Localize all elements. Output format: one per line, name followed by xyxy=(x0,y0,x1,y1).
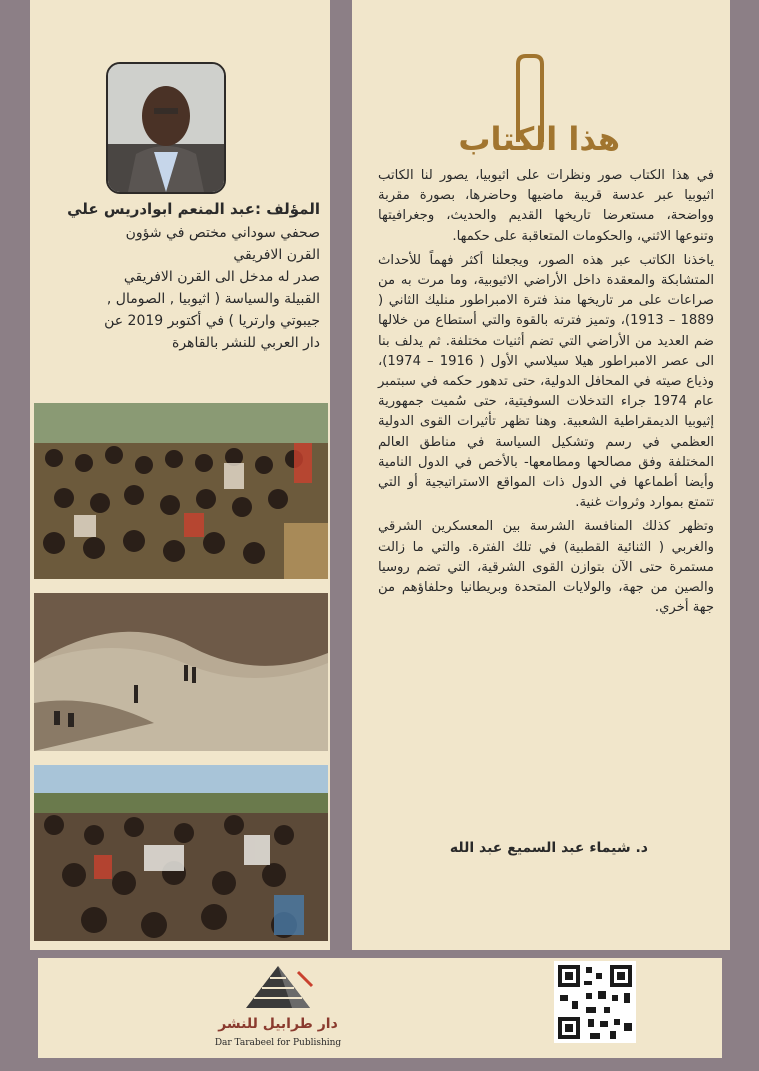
description-paragraph: وتظهر كذلك المنافسة الشرسة بين المعسكرين الشرقي والغربي ( الثنائية القطبية) في تلك الفترة. والتي ما زالت مستمرة حتى الآن بتوازن القوى الشرقية، التي تضم روسيا والصين من جهة، والولايات المتحدة وبريطانيا وحلفاؤهم من جهة أخري. xyxy=(378,519,714,616)
author-line: صحفي سوداني مختص في شؤون xyxy=(125,225,320,241)
crowd-photo xyxy=(34,403,328,579)
right-panel xyxy=(352,0,730,950)
publisher-name-en: Dar Tarabeel for Publishing xyxy=(214,1038,342,1048)
author-line: جيبوتي وارتريا ) في أكتوبر 2019 عن xyxy=(104,313,320,329)
book-description xyxy=(378,166,714,622)
author-line: صدر له مدخل الى القرن الافريقي xyxy=(123,269,320,285)
publisher-name-ar: دار طرابيل للنشر xyxy=(218,1016,338,1032)
description-paragraph: ياخذنا الكاتب عبر هذه الصور، ويجعلنا أكثر فهماً للأحداث المتشابكة والمعقدة داخل الأراضي الاثيوبية، وما مرت به من صراعات على مر تاريخها منذ فترة الامبراطور منليك الثاني ( 1889 – 1913)، وتميز فترته بالقوة والتي أستطاع من خلالها ضم العديد من الأراضي التي تضم أثنيات مختلفة. ثم يدلف بنا الى عصر الامبراطور هيلا سيلاسي الأول ( 1916 – 1974)، وذياع صيته في المحافل الدولية، حتى تدهور حكمه في سبتمبر عام 1974 جراء التدخلات السوفيتية، حتى سُميت جمهورية إثيوبيا الديمقراطية الشعبية. وهنا تظهر تأثيرات القوى الدولية العظمي في رسم وتشكيل السياسة في مناطق العالم المختلفة وفق مصالحها ومطامعها- بالأخص في الدول النامية وأيضا أطماعها في الدول ذات المواقع الاستراتيجية أو التي تتمتع بموارد وثروات غنية. xyxy=(378,252,715,511)
footer-panel xyxy=(38,958,722,1058)
author-photo xyxy=(106,62,226,194)
author-line: دار العربي للنشر بالقاهرة xyxy=(172,335,320,351)
author-info xyxy=(36,200,320,354)
description-paragraph: في هذا الكتاب صور ونظرات على اثيوبيا، يصور لنا الكاتب اثيوبيا عبر عدسة قريبة ماضيها وحاضرها، بصورة مقربة وواضحة، مستعرضا تاريخها القديم والحديث، وجغرافيتها وتنوعها الاثني، والحكومات المتعاقبة على حكمها. xyxy=(378,168,714,244)
author-line: القرن الافريقي xyxy=(233,247,320,263)
publisher-logo xyxy=(188,958,368,1058)
signature: د. شيماء عبد السميع عبد الله xyxy=(449,840,648,856)
landscape-photo xyxy=(34,593,328,751)
author-line: القبيلة والسياسة ( اثيوبيا , الصومال , xyxy=(106,291,320,307)
pyramid-icon xyxy=(188,958,368,1018)
title-area xyxy=(352,50,730,160)
gathering-photo xyxy=(34,765,328,941)
qr-code xyxy=(554,961,636,1043)
book-title: هذا الكتاب xyxy=(458,120,620,158)
author-name: المؤلف :عبد المنعم ابوادريس علي xyxy=(67,200,320,218)
left-panel xyxy=(30,0,330,950)
